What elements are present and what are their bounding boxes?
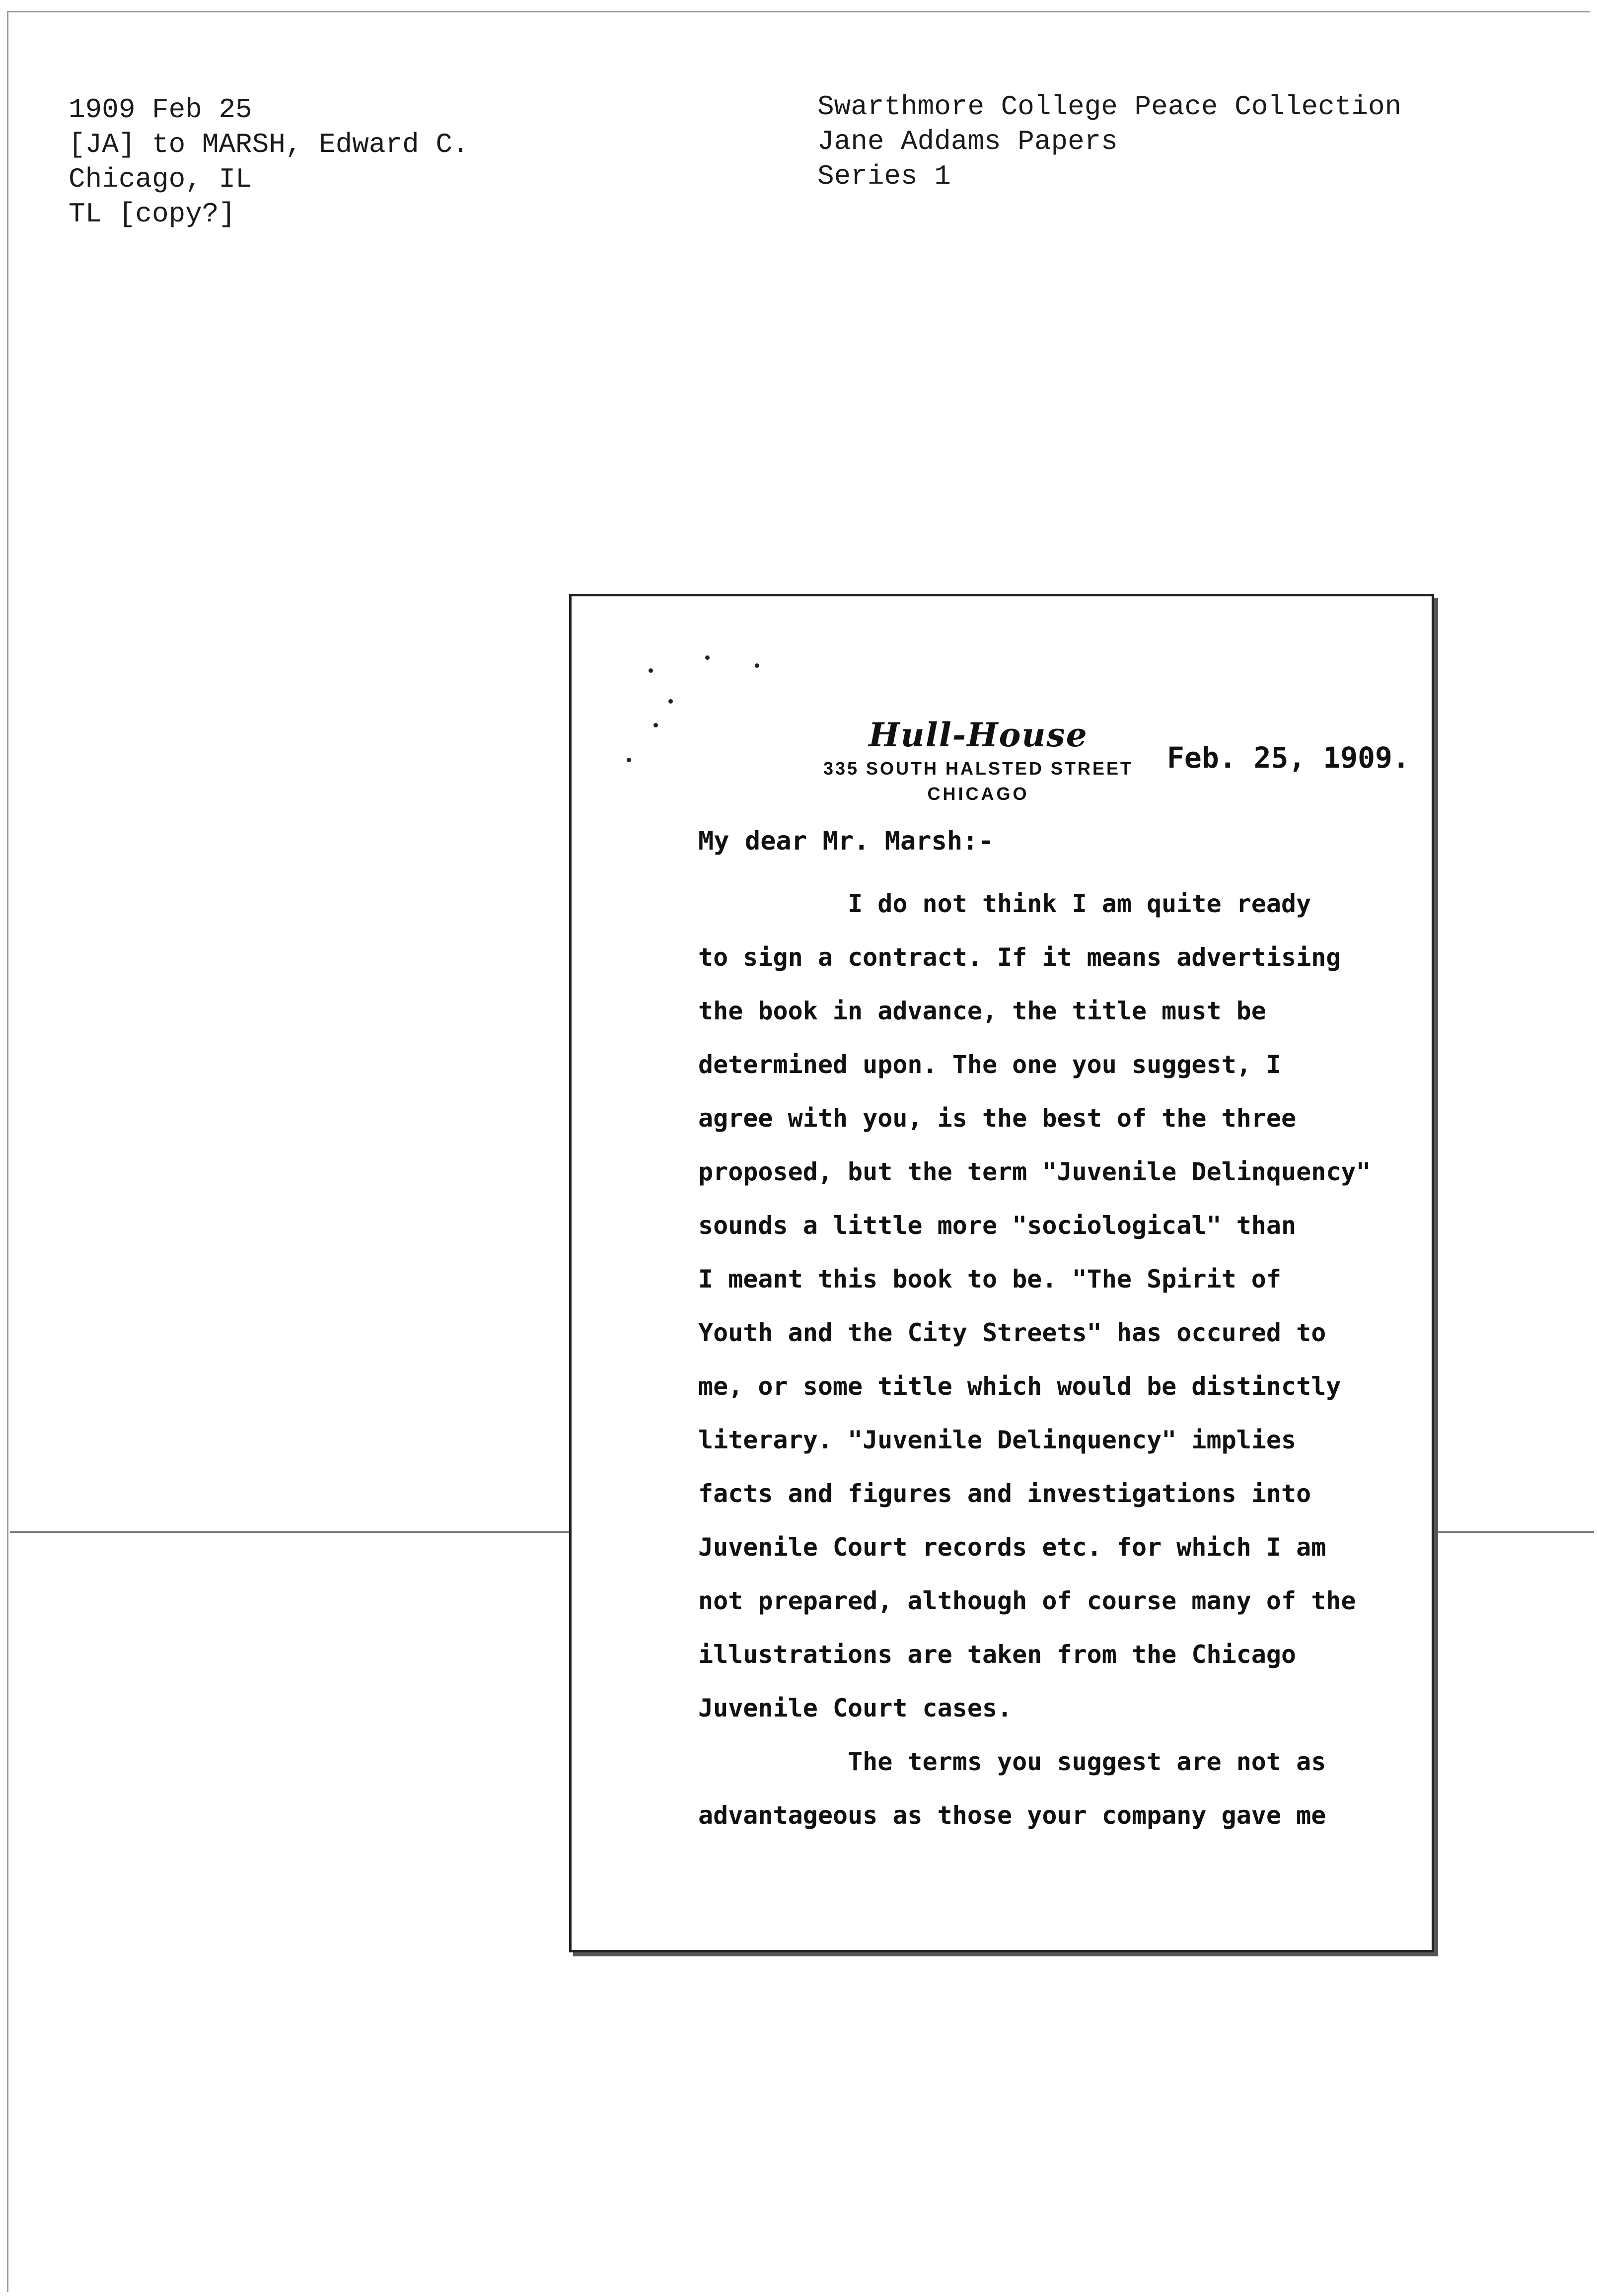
body-line: sounds a little more "sociological" than [698, 1211, 1297, 1240]
letter-body [698, 877, 1403, 1842]
catalog-header-left [69, 92, 469, 231]
body-line: Youth and the City Streets" has occured to [698, 1318, 1326, 1347]
body-line: proposed, but the term "Juvenile Delinquency" [698, 1157, 1371, 1186]
body-line: advantageous as those your company gave me [698, 1801, 1326, 1830]
collection-name: Swarthmore College Peace Collection [817, 91, 1402, 123]
letterhead [790, 715, 1167, 805]
ink-speck [755, 663, 759, 668]
catalog-correspondents: [JA] to MARSH, Edward C. [69, 129, 469, 160]
body-line: not prepared, although of course many of the [698, 1586, 1356, 1615]
body-line: literary. "Juvenile Delinquency" implies [698, 1426, 1297, 1454]
body-line: I do not think I am quite ready [698, 889, 1311, 918]
letterhead-name: Hull-House [869, 716, 1088, 754]
body-line: Juvenile Court cases. [698, 1694, 1013, 1722]
ink-speck [705, 655, 710, 660]
body-line: The terms you suggest are not as [698, 1747, 1326, 1776]
body-line: agree with you, is the best of the three [698, 1104, 1297, 1133]
letterhead-street: 335 SOUTH HALSTED STREET [823, 758, 1134, 779]
body-line: Juvenile Court records etc. for which I am [698, 1533, 1326, 1562]
ink-speck [653, 723, 658, 727]
ink-speck [627, 758, 631, 762]
body-line: I meant this book to be. "The Spirit of [698, 1265, 1281, 1293]
salutation: My dear Mr. Marsh:- [698, 826, 994, 856]
body-line: facts and figures and investigations into [698, 1479, 1311, 1508]
catalog-format: TL [copy?] [69, 198, 236, 230]
body-line: the book in advance, the title must be [698, 997, 1266, 1025]
letter-date: Feb. 25, 1909. [1167, 741, 1410, 775]
ink-speck [668, 699, 673, 704]
body-line: me, or some title which would be distinctly [698, 1372, 1341, 1401]
catalog-place: Chicago, IL [69, 163, 252, 195]
catalog-header-right [817, 89, 1401, 194]
ink-speck [649, 668, 653, 673]
series-name: Series 1 [817, 160, 951, 192]
papers-name: Jane Addams Papers [817, 126, 1118, 157]
letterhead-city: CHICAGO [927, 784, 1029, 804]
body-line: determined upon. The one you suggest, I [698, 1050, 1281, 1079]
body-line: illustrations are taken from the Chicago [698, 1640, 1297, 1669]
catalog-date: 1909 Feb 25 [69, 94, 252, 126]
body-line: to sign a contract. If it means advertising [698, 943, 1341, 972]
